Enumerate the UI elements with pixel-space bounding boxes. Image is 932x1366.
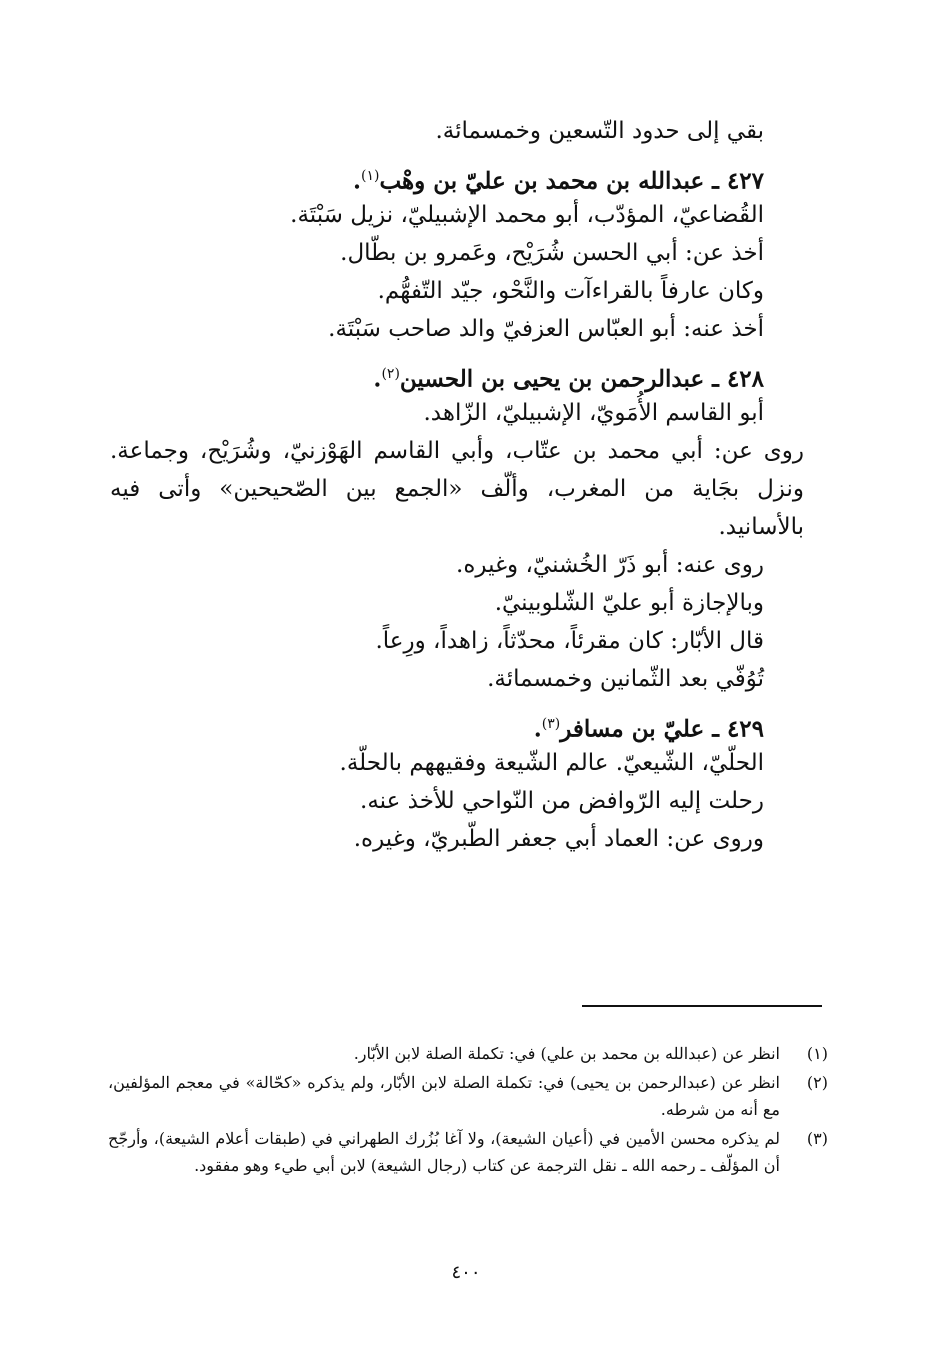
footnote-separator	[582, 1005, 822, 1007]
entry-427-line-2: أخذ عن: أبي الحسن شُرَيْح، وعَمرو بن بطّال.	[340, 240, 764, 266]
entry-heading-427	[110, 156, 764, 196]
entry-428-line-2: روى عن: أبي محمد بن عتّاب، وأبي القاسم الهَوْزنيّ، وشُرَيْح، وجماعة.	[110, 438, 804, 464]
entry-428-line-3: ونزل بجَاية من المغرب، وألّف «الجمع بين الصّحيحين» وأتى فيه	[110, 476, 804, 502]
intro-line: بقي إلى حدود التّسعين وخمسمائة.	[435, 118, 764, 144]
footnotes	[108, 1040, 828, 1181]
entry-heading-429	[110, 704, 764, 744]
footnote-text: لم يذكره محسن الأمين في (أعيان الشيعة)، ولا آغا بُزُرك الطهراني في (طبقات أعلام الشيعة)، وأرجّح أن المؤلّف ـ رحمه الله ـ نقل الترجمة عن كتاب (رجال الشيعة) لابن أبي طيء وهو مفقود.	[108, 1129, 780, 1175]
entry-429-line-2: رحلت إليه الرّوافض من النّواحي للأخذ عنه.	[360, 788, 764, 814]
entry-heading-text: ٤٢٨ ـ عبدالرحمن بن يحيى بن الحسين	[399, 365, 764, 393]
entry-427-line-3: وكان عارفاً بالقراءآت والنَّحْو، جيّد التّفهُّم.	[377, 278, 764, 304]
footnote-text: انظر عن (عبدالرحمن بن يحيى) في: تكملة الصلة لابن الأبّار، ولم يذكره «كحّالة» في معجم المؤلفين، مع أنه من شرطه.	[108, 1073, 780, 1119]
page-number: ٤٠٠	[451, 1262, 481, 1283]
heading-period: .	[352, 167, 361, 195]
entry-428-line-8: تُوُفّي بعد الثّمانين وخمسمائة.	[487, 666, 764, 692]
footnote-number: (٢)	[806, 1073, 828, 1092]
entry-heading-text: ٤٢٩ ـ عليّ بن مسافر	[560, 715, 764, 743]
heading-period: .	[373, 365, 382, 393]
entry-427-line-4: أخذ عنه: أبو العبّاس العزفيّ والد صاحب سَبْتَة.	[328, 316, 764, 342]
entry-428-line-4: بالأسانيد.	[718, 514, 804, 540]
footnote-ref-2[interactable]: (٢)	[381, 366, 400, 382]
entry-heading-428	[110, 354, 764, 394]
footnote-ref-1[interactable]: (١)	[360, 168, 380, 184]
footnote-1	[108, 1040, 828, 1067]
entry-428-line-7: قال الأبّار: كان مقرئاً، محدّثاً، زاهداً، ورِعاً.	[375, 628, 764, 654]
footnote-text: انظر عن (عبدالله بن محمد بن علي) في: تكملة الصلة لابن الأبّار.	[353, 1044, 780, 1063]
footnote-2	[108, 1069, 828, 1123]
entry-429-line-3: وروى عن: العماد أبي جعفر الطّبريّ، وغيره.	[353, 826, 764, 852]
entry-427-line-1: القُضاعيّ، المؤدّب، أبو محمد الإشبيليّ، نزيل سَبْتَة.	[290, 202, 764, 228]
footnote-ref-3[interactable]: (٣)	[541, 716, 561, 732]
entry-428-line-1: أبو القاسم الأُمَويّ، الإشبيليّ، الزّاهد.	[423, 400, 764, 426]
footnote-number: (٣)	[806, 1129, 828, 1148]
heading-period: .	[533, 715, 542, 743]
footnote-3	[108, 1125, 828, 1179]
entry-428-line-6: وبالإجازة أبو عليّ الشّلوبينيّ.	[494, 590, 764, 616]
entry-428-line-5: روى عنه: أبو ذَرّ الخُشنيّ، وغيره.	[456, 552, 764, 578]
entry-heading-text: ٤٢٧ ـ عبدالله بن محمد بن عليّ بن وهْب	[379, 167, 764, 195]
footnote-number: (١)	[806, 1044, 828, 1063]
main-text	[110, 112, 804, 858]
entry-429-line-1: الحلّيّ، الشّيعيّ. عالم الشّيعة وفقيههم بالحلّة.	[339, 750, 764, 776]
